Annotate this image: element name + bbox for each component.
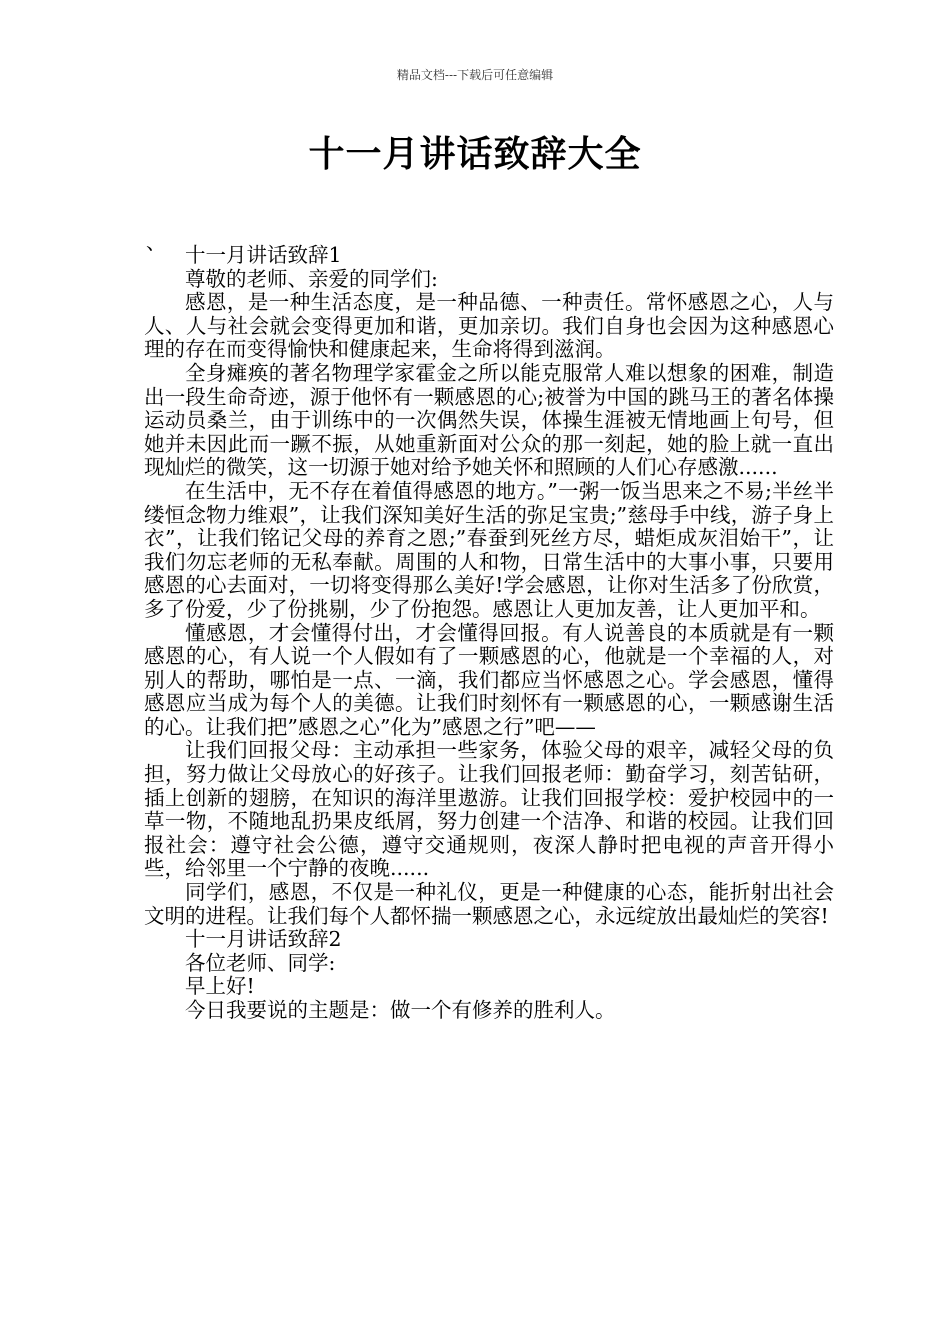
header-note: 精品文档---下载后可任意编辑 — [396, 68, 554, 82]
body-paragraph: 全身瘫痪的著名物理学家霍金之所以能克服常人难以想象的困难，制造出一段生命奇迹，源于他怀有一颗感恩的心;被誉为中国的跳马王的著名体操运动员桑兰，由于训练中的一次偶然失误，体操生涯被无情地画上句号，但她并未因此而一蹶不振，从她重新面对公众的那一刻起，她的脸上就一直出现灿烂的微笑，这一切源于她对给予她关怀和照顾的人们心存感激...... — [144, 360, 834, 480]
salutation-1: 尊敬的老师、亲爱的同学们: — [185, 266, 438, 291]
body-paragraph: 在生活中，无不存在着值得感恩的地方。”一粥一饭当思来之不易;半丝半缕恒念物力维艰”，让我们深知美好生活的弥足宝贵;”慈母手中线，游子身上衣”，让我们铭记父母的养育之恩;”春蚕到死丝方尽，蜡炬成灰泪始干”，让我们勿忘老师的无私奉献。周围的人和物，日常生活中的大事小事，只要用感恩的心去面对，一切将变得那么美好!学会感恩，让你对生活多了份欣赏，多了份爱，少了份挑剔，少了份抱怨。感恩让人更加友善，让人更加平和。 — [144, 478, 834, 621]
body-paragraph: 让我们回报父母：主动承担一些家务，体验父母的艰辛，减轻父母的负担，努力做让父母放心的好孩子。让我们回报老师：勤奋学习，刻苦钻研，插上创新的翅膀，在知识的海洋里遨游。让我们回报学校：爱护校园中的一草一物，不随地乱扔果皮纸屑，努力创建一个洁净、和谐的校园。让我们回报社会：遵守社会公德，遵守交通规则，夜深人静时把电视的声音开得小些，给邻里一个宁静的夜晚...... — [144, 738, 834, 881]
speech-heading-1: 十一月讲话致辞1 — [185, 243, 342, 267]
document-body — [144, 244, 834, 1023]
speech-heading-2: 十一月讲话致辞2 — [185, 927, 342, 952]
body-paragraph: 感恩，是一种生活态度，是一种品德、一种责任。常怀感恩之心，人与人、人与社会就会变得更加和谐，更加亲切。我们自身也会因为这种感恩心理的存在而变得愉快和健康起来，生命将得到滋润。 — [144, 290, 834, 362]
salutation-2: 各位老师、同学: — [185, 950, 336, 975]
punctuation-mark: 、 — [146, 230, 166, 254]
body-paragraph: 懂感恩，才会懂得付出，才会懂得回报。有人说善良的本质就是有一颗感恩的心，有人说一个人假如有了一颗感恩的心，他就是一个幸福的人，对别人的帮助，哪怕是一点、一滴，我们都应当怀感恩之心。学会感恩，懂得感恩应当成为每个人的美德。让我们时刻怀有一颗感恩的心，一颗感谢生活的心。让我们把”感恩之心”化为”感恩之行”吧—— — [144, 620, 834, 739]
greeting: 早上好! — [185, 974, 255, 999]
document-title: 十一月讲话致辞大全 — [308, 134, 642, 175]
body-paragraph: 同学们，感恩，不仅是一种礼仪，更是一种健康的心态，能折射出社会文明的进程。让我们每个人都怀揣一颗感恩之心，永远绽放出最灿烂的笑容! — [144, 880, 834, 928]
body-paragraph: 今日我要说的主题是：做一个有修养的胜利人。 — [185, 998, 616, 1022]
